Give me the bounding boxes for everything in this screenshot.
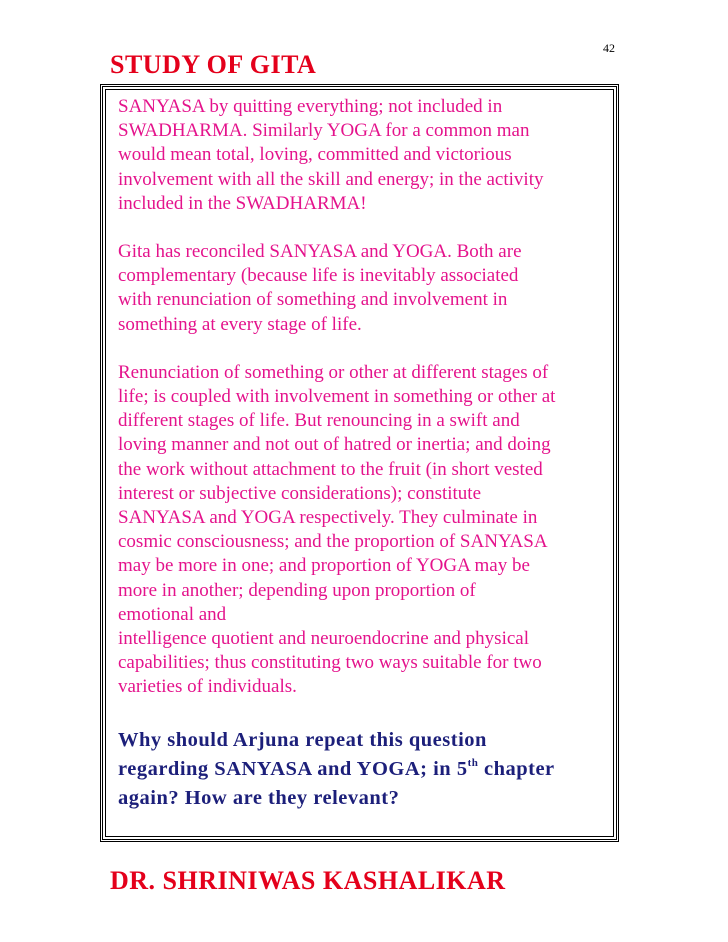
text-line: different stages of life. But renouncing in a swift and — [118, 410, 520, 432]
page-title: STUDY OF GITA — [110, 50, 317, 79]
text-line: the work without attachment to the fruit (in short vested — [118, 458, 543, 480]
paragraph — [118, 361, 618, 700]
text-line: would mean total, loving, committed and victorious — [118, 144, 512, 166]
question-text: chapter — [478, 757, 555, 780]
ordinal-superscript: th — [467, 756, 479, 769]
page-number: 42 — [603, 41, 615, 55]
text-line: SANYASA by quitting everything; not included in — [118, 96, 503, 117]
text-line: cosmic consciousness; and the proportion of SANYASA — [118, 531, 548, 553]
text-line: something at every stage of life. — [118, 313, 362, 335]
text-line: SWADHARMA. Similarly YOGA for a common man — [118, 120, 530, 142]
text-line: Gita has reconciled SANYASA and YOGA. Both are — [118, 241, 522, 263]
text-line: interest or subjective considerations); constitute — [118, 482, 482, 504]
text-line: more in another; depending upon proportion of — [118, 579, 476, 601]
question-line: again? How are they relevant? — [118, 786, 400, 809]
paragraph — [118, 95, 618, 216]
text-line: included in the SWADHARMA! — [118, 192, 367, 214]
text-line: intelligence quotient and neuroendocrine and physical — [118, 628, 529, 650]
question-line — [118, 755, 618, 784]
text-line: emotional and — [118, 603, 227, 625]
question-text: regarding SANYASA and YOGA; in 5 — [118, 757, 468, 780]
text-line: loving manner and not out of hatred or inertia; and doing — [118, 434, 551, 456]
text-line: capabilities; thus constituting two ways suitable for two — [118, 652, 542, 674]
text-line: involvement with all the skill and energy; in the activity — [118, 168, 544, 190]
content-body — [118, 95, 618, 813]
text-line: complementary (because life is inevitably associated — [118, 265, 519, 287]
text-line: life; is coupled with involvement in something or other at — [118, 386, 556, 408]
paragraph — [118, 240, 618, 337]
text-line: varieties of individuals. — [118, 676, 297, 698]
text-line: SANYASA and YOGA respectively. They culminate in — [118, 507, 538, 529]
text-line: with renunciation of something and involvement in — [118, 289, 508, 311]
author-name: DR. SHRINIWAS KASHALIKAR — [110, 866, 506, 895]
text-line: Renunciation of something or other at different stages of — [118, 361, 549, 383]
question-line: Why should Arjuna repeat this question — [118, 728, 487, 751]
text-line: may be more in one; and proportion of YOGA may be — [118, 555, 530, 577]
question-heading — [118, 726, 618, 813]
